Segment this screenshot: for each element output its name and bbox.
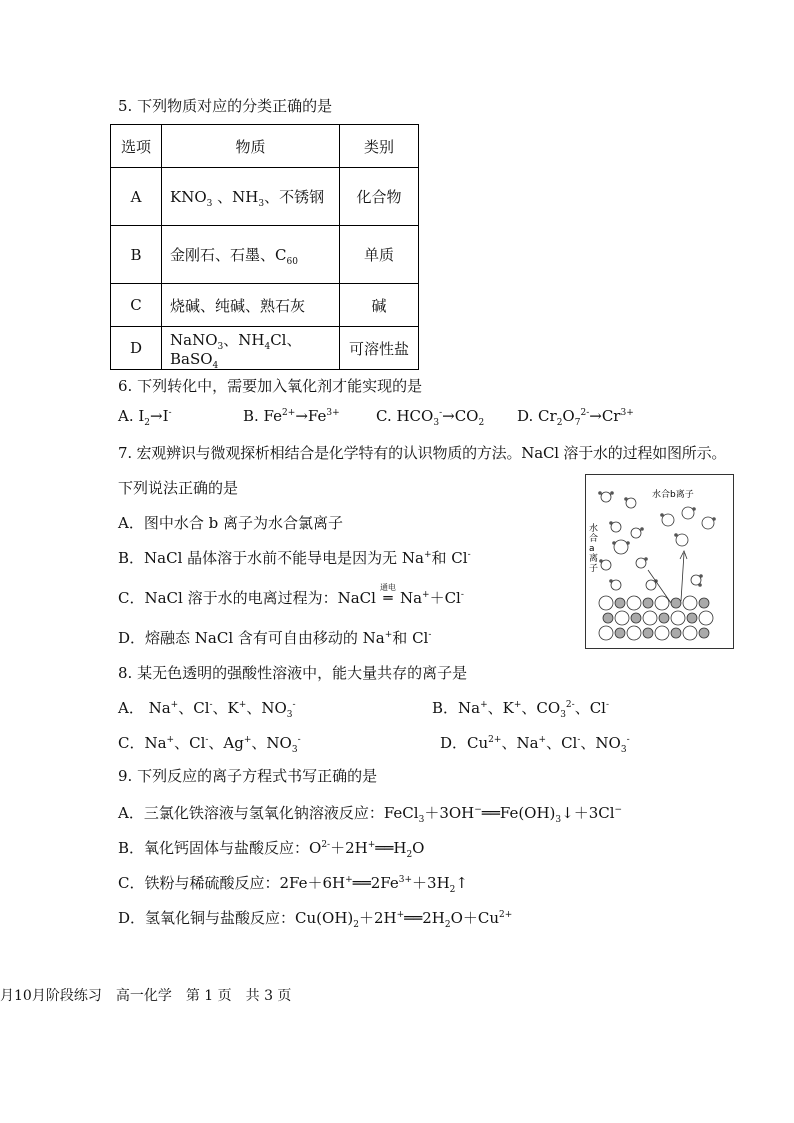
- hydrated-ions: [601, 492, 714, 590]
- row-d-category: 可溶性盐: [340, 327, 419, 370]
- table-row: [111, 168, 419, 226]
- q9-option-a: A．三氯化铁溶液与氢氧化钠溶液反应：$FeCl_3+3OH^-══Fe(OH)_3↓+3Cl^-$: [118, 804, 623, 825]
- row-a-option: A: [111, 168, 162, 226]
- table-row: [111, 226, 419, 284]
- q9-option-d: D．氢氧化铜与盐酸反应：$Cu(OH)_2+2H^+══2H_2O+Cu^{2+}$: [118, 909, 513, 930]
- table-row: [111, 284, 419, 327]
- q9-option-c: C．铁粉与稀硫酸反应：$2Fe+6H^+══2Fe^{3+}+3H_2↑$: [118, 874, 468, 895]
- q5-table: [110, 124, 419, 370]
- row-c-substance: 烧碱、纯碱、熟石灰: [162, 284, 340, 327]
- page-footer: 月10月阶段练习 高一化学 第 1 页 共 3 页: [0, 988, 292, 1004]
- row-b-option: B: [111, 226, 162, 284]
- q6-option-b: B. $Fe^{2+}\to Fe^{3+}$: [243, 407, 340, 425]
- nacl-crystal: [599, 596, 713, 640]
- row-d-option: D: [111, 327, 162, 370]
- q7-option-c: C．NaCl 溶于水的电离过程为：NaCl 通电 ═ Na+＋Cl-: [118, 583, 464, 607]
- row-b-substance: 金刚石、石墨、$C_{60}$: [162, 226, 340, 284]
- header-option: 选项: [111, 125, 162, 168]
- svg-text:合: 合: [589, 534, 599, 544]
- q8-option-d: D．$Cu^{2+}$、Na+、Cl-、$NO_3^-$: [440, 734, 630, 755]
- header-substance: 物质: [162, 125, 340, 168]
- label-hydrated-a-ion: [589, 522, 598, 574]
- q7-option-b: B．NaCl 晶体溶于水前不能导电是因为无 Na+和 Cl-: [118, 549, 471, 567]
- row-c-option: C: [111, 284, 162, 327]
- q9-stem: 9. 下列反应的离子方程式书写正确的是: [118, 767, 378, 785]
- q6-option-c: C. $HCO_3^-\to CO_2$: [376, 407, 485, 428]
- svg-text:水: 水: [589, 524, 599, 534]
- q8-option-c: C．Na+、Cl-、Ag+、$NO_3^-$: [118, 734, 301, 755]
- row-a-substance: $KNO_3$ 、$NH_3$、不锈钢: [162, 168, 340, 226]
- header-category: 类别: [340, 125, 419, 168]
- svg-text:a: a: [589, 544, 595, 554]
- row-b-category: 单质: [340, 226, 419, 284]
- label-hydrated-b-ion: 水合b离子: [652, 490, 694, 500]
- row-a-category: 化合物: [340, 168, 419, 226]
- table-row: [111, 327, 419, 370]
- q8-option-a: A． Na+、Cl-、K+、$NO_3^-$: [118, 699, 296, 720]
- table-header-row: [111, 125, 419, 168]
- row-c-category: 碱: [340, 284, 419, 327]
- dissolution-diagram: [586, 475, 733, 648]
- svg-text:离: 离: [589, 554, 599, 564]
- row-d-substance: NaNO$_3$、$NH_4Cl$、BaSO$_4$: [162, 327, 340, 370]
- q7-stem2: 下列说法正确的是: [118, 479, 239, 497]
- water-molecules: [598, 491, 716, 587]
- q7-stem: 7. 宏观辨识与微观探析相结合是化学特有的认识物质的方法。NaCl 溶于水的过程如图所示。: [118, 444, 727, 462]
- q5-stem: 5. 下列物质对应的分类正确的是: [118, 97, 333, 115]
- q6-option-a: A. $I_2\to I^-$: [118, 407, 172, 428]
- q9-option-b: B．氧化钙固体与盐酸反应：$O^{2-}+2H^+══H_2O$: [118, 839, 425, 860]
- q8-stem: 8. 某无色透明的强酸性溶液中，能大量共存的离子是: [118, 664, 468, 682]
- q7-option-d: D．熔融态 NaCl 含有可自由移动的 Na+和 Cl-: [118, 629, 432, 647]
- q6-stem: 6. 下列转化中，需要加入氧化剂才能实现的是: [118, 377, 423, 395]
- q6-option-d: D. $Cr_2O_7^{2-}\to Cr^{3+}$: [517, 407, 634, 428]
- q8-option-b: B．Na+、K+、$CO_3^{2-}$、Cl-: [432, 699, 610, 720]
- svg-text:子: 子: [589, 564, 599, 574]
- migration-arrows: [648, 551, 687, 603]
- q7-option-a: A．图中水合 b 离子为水合氯离子: [118, 514, 343, 532]
- nacl-dissolution-figure: [585, 474, 734, 649]
